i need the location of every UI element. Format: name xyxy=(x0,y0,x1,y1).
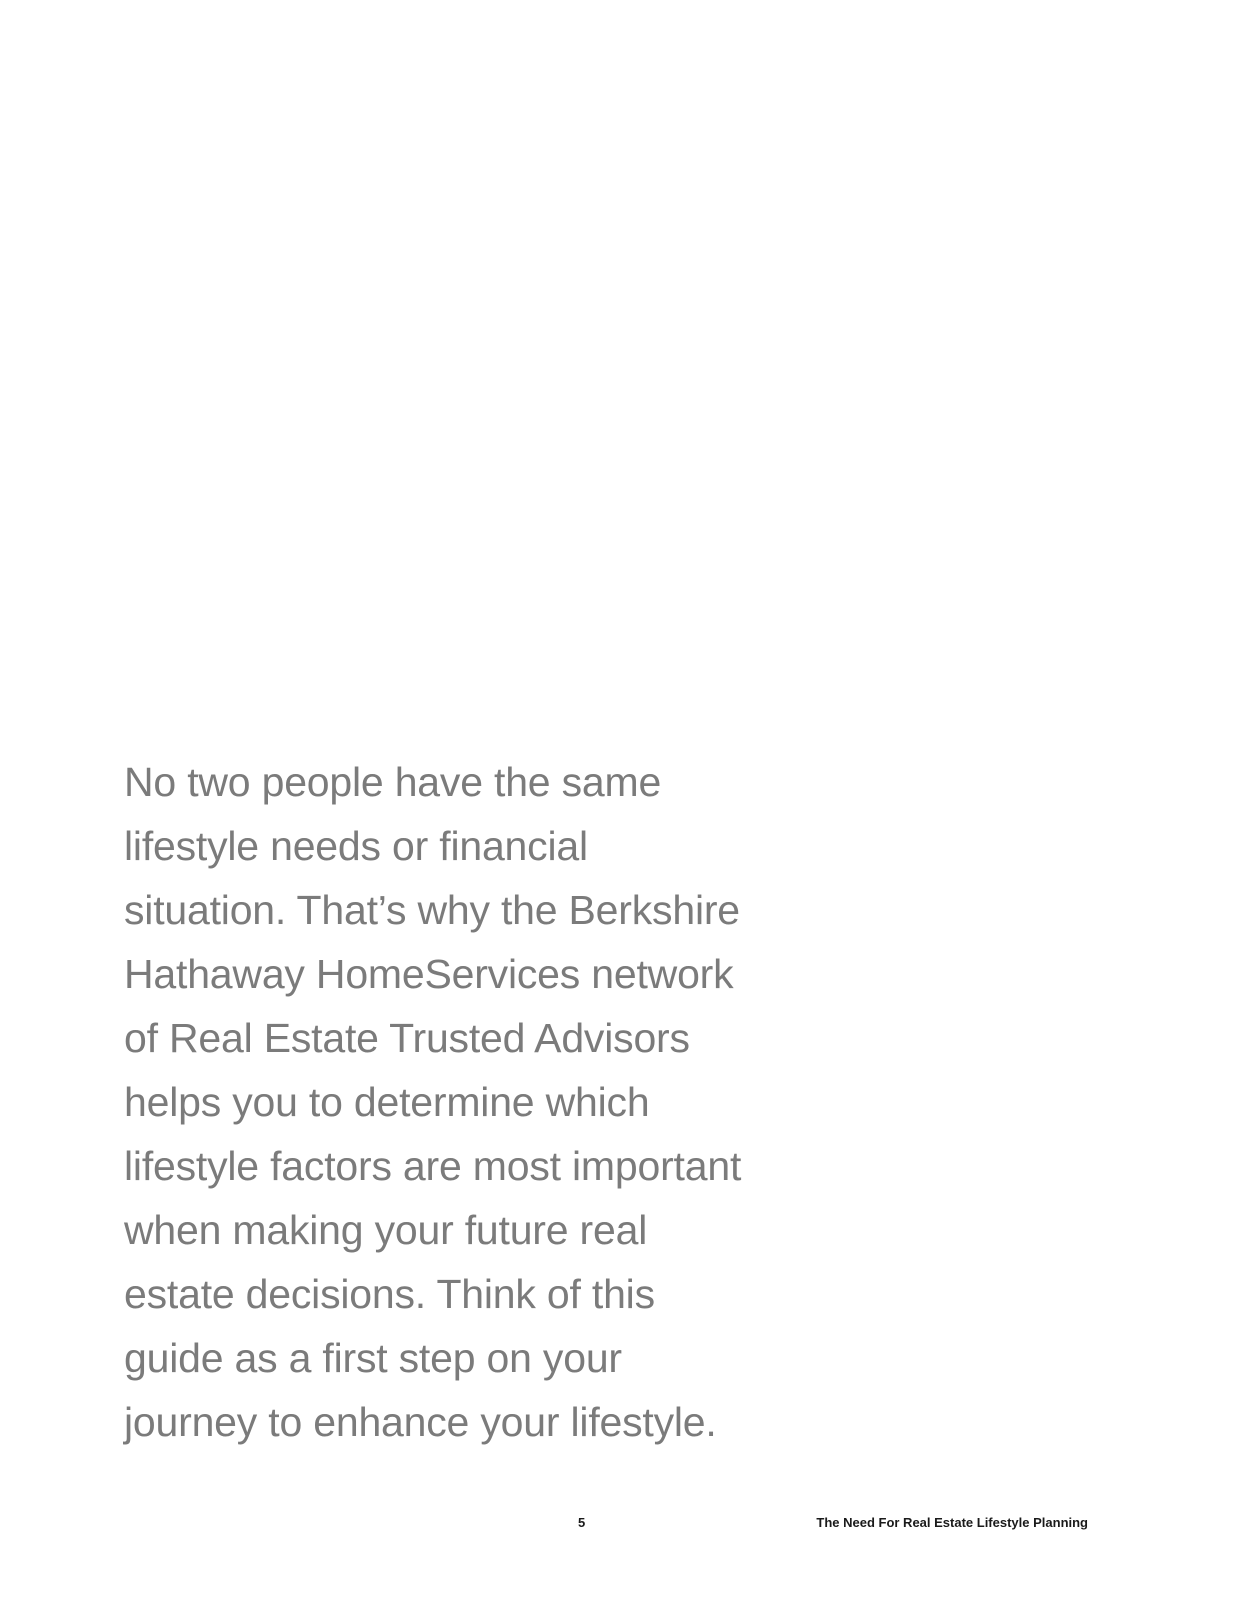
body-line: No two people have the same xyxy=(124,759,662,805)
body-line: lifestyle factors are most important xyxy=(124,1143,742,1189)
page-number: 5 xyxy=(578,1515,586,1530)
body-line: helps you to determine which xyxy=(124,1079,650,1125)
body-line: situation. That’s why the Berkshire xyxy=(124,887,740,933)
footer-document-title: The Need For Real Estate Lifestyle Planning xyxy=(816,1515,1088,1530)
body-line: estate decisions. Think of this xyxy=(124,1271,655,1317)
body-line: of Real Estate Trusted Advisors xyxy=(124,1015,690,1061)
body-line: lifestyle needs or financial xyxy=(124,823,588,869)
body-line: guide as a first step on your xyxy=(124,1335,622,1381)
body-line: when making your future real xyxy=(124,1207,648,1253)
body-line: journey to enhance your lifestyle. xyxy=(124,1399,717,1445)
body-paragraph xyxy=(124,750,784,1454)
body-line: Hathaway HomeServices network xyxy=(124,951,734,997)
